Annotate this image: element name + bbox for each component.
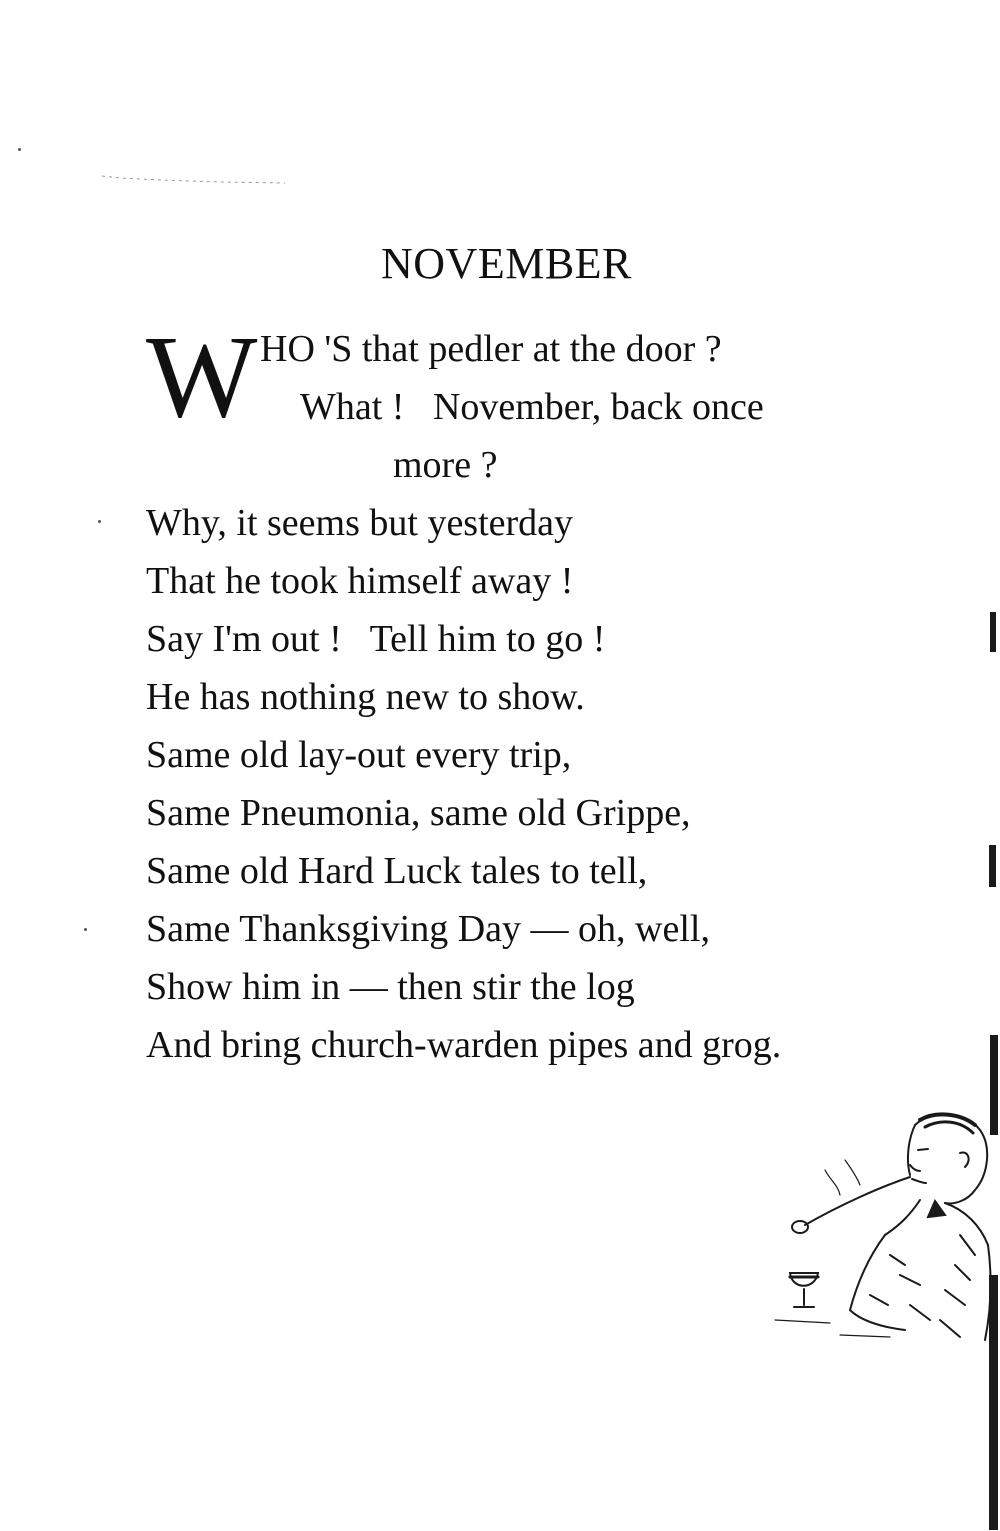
poem-line: He has nothing new to show. [146, 676, 585, 718]
man-smoking-pipe-with-glass-icon [770, 1105, 995, 1345]
poem-line: Show him in — then stir the log [146, 966, 635, 1008]
page-edge-mark [989, 845, 996, 887]
poem-line: Same old lay-out every trip, [146, 734, 572, 776]
poem-line: Why, it seems but yesterday [146, 502, 574, 544]
poem-line: HO 'S that pedler at the door ? [260, 328, 722, 370]
scan-speck [84, 928, 87, 931]
poem-line: What ! November, back once [300, 386, 764, 428]
scan-speck [18, 148, 21, 151]
poem-title: NOVEMBER [381, 239, 632, 288]
poem-line: Same Pneumonia, same old Grippe, [146, 792, 691, 834]
scan-smudge [100, 170, 290, 190]
page-edge-mark [990, 612, 996, 652]
poem-line: And bring church-warden pipes and grog. [146, 1024, 782, 1066]
scan-speck [98, 520, 101, 523]
poem-line: Same old Hard Luck tales to tell, [146, 850, 648, 892]
drop-cap: W [146, 311, 258, 442]
poem-line: Say I'm out ! Tell him to go ! [146, 618, 606, 660]
poem-line: more ? [393, 444, 498, 486]
poem-line: That he took himself away ! [146, 560, 574, 602]
poem-line: Same Thanksgiving Day — oh, well, [146, 908, 710, 950]
